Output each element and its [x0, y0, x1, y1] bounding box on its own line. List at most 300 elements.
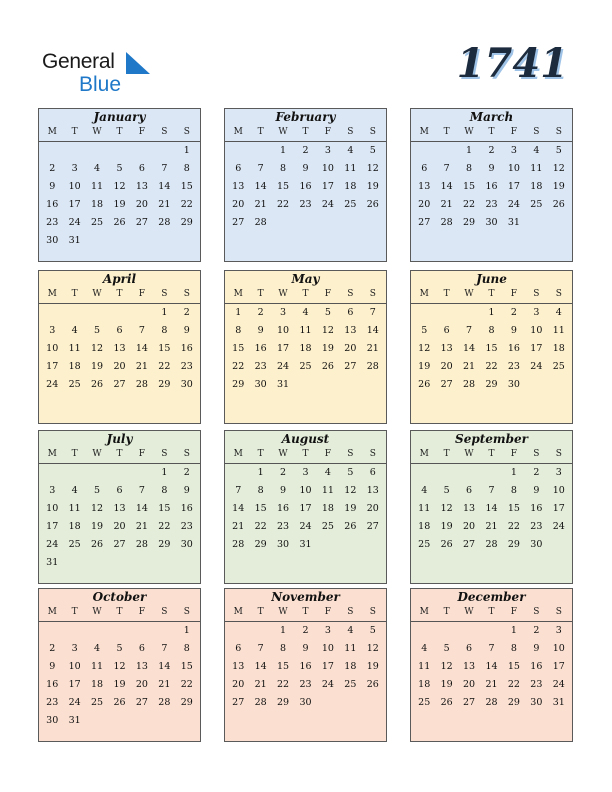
weekday-label: F: [510, 449, 518, 459]
empty-day-cell: [131, 304, 153, 322]
day-cell: 27: [463, 697, 476, 708]
day-cell: 7: [138, 325, 145, 336]
day-cell: 29: [180, 217, 193, 228]
weekday-header: [39, 125, 200, 142]
day-cell: 11: [91, 181, 104, 192]
day-cell: 25: [68, 539, 81, 550]
day-cell: 1: [510, 467, 517, 478]
month-name: June: [476, 272, 507, 286]
day-cell: 19: [418, 361, 431, 372]
day-cell: 27: [418, 217, 431, 228]
empty-day-cell: [458, 304, 480, 322]
month-february: [224, 108, 387, 262]
day-cell: 26: [440, 539, 453, 550]
day-cell: 13: [113, 343, 126, 354]
empty-day-cell: [413, 622, 435, 640]
day-cell: 16: [507, 343, 520, 354]
day-cell: 8: [183, 643, 190, 654]
day-cell: 13: [463, 661, 476, 672]
day-cell: 28: [485, 539, 498, 550]
day-cell: 24: [46, 539, 59, 550]
day-cell: 21: [158, 679, 171, 690]
day-cell: 21: [485, 679, 498, 690]
day-cell: 18: [91, 679, 104, 690]
day-cell: 7: [369, 307, 376, 318]
day-cell: 10: [68, 181, 81, 192]
weekday-label: F: [138, 289, 146, 299]
day-cell: 29: [180, 697, 193, 708]
empty-day-cell: [249, 622, 271, 640]
day-cell: 22: [180, 199, 193, 210]
day-cell: 8: [280, 643, 287, 654]
day-grid: [411, 304, 572, 394]
weekday-label: T: [443, 289, 450, 299]
day-cell: 5: [94, 485, 101, 496]
day-cell: 1: [161, 467, 168, 478]
day-cell: 10: [277, 325, 290, 336]
day-cell: 13: [232, 181, 245, 192]
day-cell: 3: [324, 625, 331, 636]
day-cell: 23: [530, 679, 543, 690]
weekday-label: W: [464, 289, 474, 299]
weekday-label: F: [510, 127, 518, 137]
day-cell: 15: [158, 503, 171, 514]
day-grid: [225, 464, 386, 554]
day-cell: 30: [299, 697, 312, 708]
weekday-header: [39, 605, 200, 622]
month-october: [38, 588, 201, 742]
day-cell: 17: [299, 503, 312, 514]
weekday-label: F: [510, 289, 518, 299]
day-cell: 20: [135, 199, 148, 210]
day-cell: 18: [68, 361, 81, 372]
empty-day-cell: [435, 622, 457, 640]
day-cell: 17: [507, 181, 520, 192]
day-cell: 27: [232, 217, 245, 228]
day-cell: 4: [71, 325, 78, 336]
weekday-label: W: [278, 127, 288, 137]
day-cell: 22: [463, 199, 476, 210]
day-cell: 6: [138, 643, 145, 654]
day-cell: 3: [71, 643, 78, 654]
month-name: December: [457, 590, 526, 604]
day-cell: 16: [299, 661, 312, 672]
weekday-label: F: [324, 289, 332, 299]
day-cell: 3: [555, 467, 562, 478]
day-cell: 5: [443, 643, 450, 654]
weekday-label: W: [464, 607, 474, 617]
logo-triangle-icon: [126, 52, 150, 74]
day-grid: [39, 304, 200, 394]
day-cell: 1: [466, 145, 473, 156]
weekday-label: W: [92, 127, 102, 137]
day-cell: 29: [507, 539, 520, 550]
day-cell: 7: [235, 485, 242, 496]
day-cell: 6: [138, 163, 145, 174]
day-cell: 10: [552, 643, 565, 654]
day-cell: 10: [299, 485, 312, 496]
empty-day-cell: [63, 464, 85, 482]
day-cell: 28: [440, 217, 453, 228]
day-cell: 16: [254, 343, 267, 354]
day-cell: 4: [94, 163, 101, 174]
day-cell: 8: [488, 325, 495, 336]
day-cell: 14: [158, 661, 171, 672]
day-cell: 27: [463, 539, 476, 550]
day-cell: 30: [277, 539, 290, 550]
weekday-label: M: [419, 127, 429, 137]
day-cell: 14: [463, 343, 476, 354]
day-cell: 28: [158, 217, 171, 228]
day-cell: 24: [321, 679, 334, 690]
empty-day-cell: [86, 142, 108, 160]
day-cell: 18: [68, 521, 81, 532]
empty-day-cell: [63, 622, 85, 640]
day-cell: 17: [530, 343, 543, 354]
weekday-label: S: [533, 449, 540, 459]
day-cell: 31: [46, 557, 59, 568]
day-cell: 12: [552, 163, 565, 174]
day-cell: 2: [302, 625, 309, 636]
day-cell: 25: [344, 199, 357, 210]
weekday-label: F: [510, 607, 518, 617]
empty-day-cell: [153, 622, 175, 640]
weekday-label: S: [183, 289, 190, 299]
day-cell: 26: [440, 697, 453, 708]
day-cell: 22: [507, 521, 520, 532]
month-name: October: [92, 590, 147, 604]
empty-day-cell: [227, 622, 249, 640]
day-cell: 11: [321, 485, 334, 496]
weekday-label: T: [257, 449, 264, 459]
day-cell: 16: [46, 199, 59, 210]
day-cell: 4: [324, 467, 331, 478]
weekday-label: S: [347, 289, 354, 299]
day-cell: 17: [46, 521, 59, 532]
day-cell: 15: [485, 343, 498, 354]
day-cell: 5: [443, 485, 450, 496]
day-grid: [39, 464, 200, 572]
weekday-label: F: [324, 449, 332, 459]
brand-logo: [42, 48, 162, 98]
weekday-label: T: [488, 449, 495, 459]
day-cell: 7: [138, 485, 145, 496]
day-cell: 21: [463, 361, 476, 372]
day-cell: 23: [507, 361, 520, 372]
empty-day-cell: [458, 464, 480, 482]
day-cell: 18: [321, 503, 334, 514]
day-cell: 17: [277, 343, 290, 354]
day-cell: 28: [232, 539, 245, 550]
day-cell: 25: [299, 361, 312, 372]
day-cell: 30: [46, 715, 59, 726]
weekday-label: S: [555, 607, 562, 617]
day-cell: 17: [552, 503, 565, 514]
weekday-label: S: [183, 449, 190, 459]
empty-day-cell: [41, 464, 63, 482]
day-cell: 16: [530, 503, 543, 514]
weekday-label: M: [47, 289, 57, 299]
day-cell: 28: [485, 697, 498, 708]
day-cell: 6: [347, 307, 354, 318]
weekday-label: M: [233, 607, 243, 617]
day-cell: 3: [49, 485, 56, 496]
day-cell: 11: [418, 661, 431, 672]
day-cell: 19: [344, 503, 357, 514]
day-cell: 23: [299, 679, 312, 690]
day-cell: 8: [510, 485, 517, 496]
day-cell: 8: [257, 485, 264, 496]
day-cell: 18: [418, 521, 431, 532]
day-cell: 14: [440, 181, 453, 192]
day-cell: 2: [280, 467, 287, 478]
day-cell: 30: [485, 217, 498, 228]
day-cell: 21: [135, 521, 148, 532]
weekday-label: M: [47, 449, 57, 459]
day-cell: 22: [254, 521, 267, 532]
day-cell: 25: [552, 361, 565, 372]
day-cell: 23: [277, 521, 290, 532]
weekday-header: [225, 125, 386, 142]
day-cell: 20: [344, 343, 357, 354]
day-cell: 22: [277, 199, 290, 210]
weekday-label: T: [257, 289, 264, 299]
day-cell: 13: [344, 325, 357, 336]
day-cell: 17: [552, 661, 565, 672]
day-grid: [411, 142, 572, 232]
day-cell: 16: [46, 679, 59, 690]
empty-day-cell: [435, 304, 457, 322]
day-cell: 3: [71, 163, 78, 174]
day-cell: 12: [440, 661, 453, 672]
day-cell: 23: [180, 521, 193, 532]
day-cell: 22: [180, 679, 193, 690]
day-cell: 12: [113, 661, 126, 672]
month-august: [224, 430, 387, 584]
day-cell: 8: [183, 163, 190, 174]
day-cell: 15: [507, 503, 520, 514]
day-cell: 20: [440, 361, 453, 372]
month-name: November: [271, 590, 340, 604]
day-cell: 8: [466, 163, 473, 174]
weekday-label: M: [233, 127, 243, 137]
day-cell: 7: [161, 163, 168, 174]
day-cell: 23: [180, 361, 193, 372]
day-cell: 27: [113, 539, 126, 550]
month-name: January: [93, 110, 146, 124]
day-cell: 5: [369, 625, 376, 636]
weekday-label: T: [71, 449, 78, 459]
day-cell: 24: [46, 379, 59, 390]
day-cell: 6: [235, 163, 242, 174]
day-cell: 9: [302, 643, 309, 654]
day-cell: 30: [507, 379, 520, 390]
weekday-label: W: [92, 289, 102, 299]
day-cell: 26: [552, 199, 565, 210]
day-cell: 30: [46, 235, 59, 246]
day-cell: 7: [257, 163, 264, 174]
empty-day-cell: [131, 464, 153, 482]
empty-day-cell: [480, 622, 502, 640]
day-cell: 17: [321, 181, 334, 192]
day-cell: 11: [418, 503, 431, 514]
day-cell: 8: [235, 325, 242, 336]
weekday-label: T: [116, 607, 123, 617]
day-cell: 30: [530, 539, 543, 550]
day-cell: 12: [418, 343, 431, 354]
day-cell: 15: [463, 181, 476, 192]
weekday-label: F: [324, 607, 332, 617]
weekday-label: S: [161, 607, 168, 617]
day-cell: 13: [418, 181, 431, 192]
day-cell: 2: [49, 643, 56, 654]
empty-day-cell: [153, 142, 175, 160]
day-cell: 1: [280, 625, 287, 636]
weekday-label: M: [233, 289, 243, 299]
day-cell: 7: [257, 643, 264, 654]
day-cell: 1: [183, 625, 190, 636]
day-cell: 27: [135, 697, 148, 708]
day-cell: 27: [366, 521, 379, 532]
day-cell: 15: [180, 661, 193, 672]
empty-day-cell: [480, 464, 502, 482]
day-cell: 20: [232, 679, 245, 690]
day-cell: 20: [366, 503, 379, 514]
day-cell: 31: [68, 235, 81, 246]
day-cell: 9: [49, 661, 56, 672]
day-cell: 15: [277, 181, 290, 192]
day-cell: 24: [299, 521, 312, 532]
day-cell: 29: [485, 379, 498, 390]
weekday-label: S: [533, 607, 540, 617]
day-cell: 31: [68, 715, 81, 726]
month-july: [38, 430, 201, 584]
day-cell: 4: [555, 307, 562, 318]
day-cell: 13: [463, 503, 476, 514]
day-cell: 25: [418, 539, 431, 550]
day-cell: 6: [421, 163, 428, 174]
weekday-label: S: [369, 127, 376, 137]
day-cell: 1: [510, 625, 517, 636]
weekday-label: W: [278, 449, 288, 459]
weekday-label: W: [278, 289, 288, 299]
day-cell: 23: [254, 361, 267, 372]
day-cell: 24: [552, 679, 565, 690]
weekday-label: T: [257, 127, 264, 137]
day-cell: 21: [366, 343, 379, 354]
day-cell: 27: [440, 379, 453, 390]
day-cell: 16: [530, 661, 543, 672]
weekday-label: S: [183, 607, 190, 617]
day-cell: 24: [321, 199, 334, 210]
weekday-label: S: [533, 289, 540, 299]
day-cell: 29: [158, 539, 171, 550]
weekday-label: T: [443, 449, 450, 459]
day-cell: 2: [183, 467, 190, 478]
day-cell: 12: [366, 643, 379, 654]
weekday-label: S: [369, 289, 376, 299]
day-cell: 4: [347, 145, 354, 156]
day-cell: 15: [158, 343, 171, 354]
day-cell: 21: [254, 679, 267, 690]
day-cell: 20: [463, 679, 476, 690]
day-cell: 6: [116, 485, 123, 496]
day-cell: 28: [463, 379, 476, 390]
day-cell: 11: [91, 661, 104, 672]
empty-day-cell: [227, 464, 249, 482]
empty-day-cell: [249, 142, 271, 160]
day-cell: 9: [533, 485, 540, 496]
weekday-header: [411, 287, 572, 304]
day-cell: 20: [135, 679, 148, 690]
day-cell: 5: [94, 325, 101, 336]
day-grid: [225, 622, 386, 712]
logo-text-general: General: [42, 50, 115, 73]
day-cell: 15: [277, 661, 290, 672]
empty-day-cell: [108, 142, 130, 160]
day-cell: 16: [485, 181, 498, 192]
empty-day-cell: [86, 464, 108, 482]
day-cell: 17: [46, 361, 59, 372]
day-cell: 4: [302, 307, 309, 318]
empty-day-cell: [435, 464, 457, 482]
day-cell: 19: [113, 679, 126, 690]
day-cell: 7: [488, 643, 495, 654]
weekday-header: [39, 287, 200, 304]
day-cell: 26: [113, 697, 126, 708]
month-june: [410, 270, 573, 424]
day-cell: 24: [68, 217, 81, 228]
empty-day-cell: [86, 304, 108, 322]
empty-day-cell: [108, 304, 130, 322]
weekday-label: M: [419, 449, 429, 459]
day-cell: 25: [68, 379, 81, 390]
weekday-label: S: [369, 607, 376, 617]
day-cell: 27: [344, 361, 357, 372]
weekday-label: T: [488, 127, 495, 137]
day-cell: 18: [299, 343, 312, 354]
day-cell: 11: [344, 163, 357, 174]
day-cell: 24: [68, 697, 81, 708]
day-cell: 9: [510, 325, 517, 336]
day-cell: 30: [180, 539, 193, 550]
day-cell: 24: [507, 199, 520, 210]
weekday-label: M: [419, 289, 429, 299]
empty-day-cell: [41, 142, 63, 160]
day-cell: 21: [485, 521, 498, 532]
day-cell: 28: [135, 379, 148, 390]
day-cell: 14: [366, 325, 379, 336]
day-cell: 19: [366, 181, 379, 192]
day-cell: 9: [533, 643, 540, 654]
day-cell: 7: [161, 643, 168, 654]
day-cell: 19: [91, 361, 104, 372]
day-cell: 22: [485, 361, 498, 372]
day-cell: 8: [161, 325, 168, 336]
day-cell: 20: [113, 361, 126, 372]
empty-day-cell: [41, 304, 63, 322]
day-cell: 7: [488, 485, 495, 496]
weekday-label: T: [488, 289, 495, 299]
day-cell: 26: [321, 361, 334, 372]
day-cell: 13: [135, 661, 148, 672]
day-cell: 11: [552, 325, 565, 336]
day-cell: 14: [254, 661, 267, 672]
day-cell: 28: [135, 539, 148, 550]
weekday-label: S: [161, 449, 168, 459]
empty-day-cell: [413, 304, 435, 322]
day-cell: 31: [277, 379, 290, 390]
